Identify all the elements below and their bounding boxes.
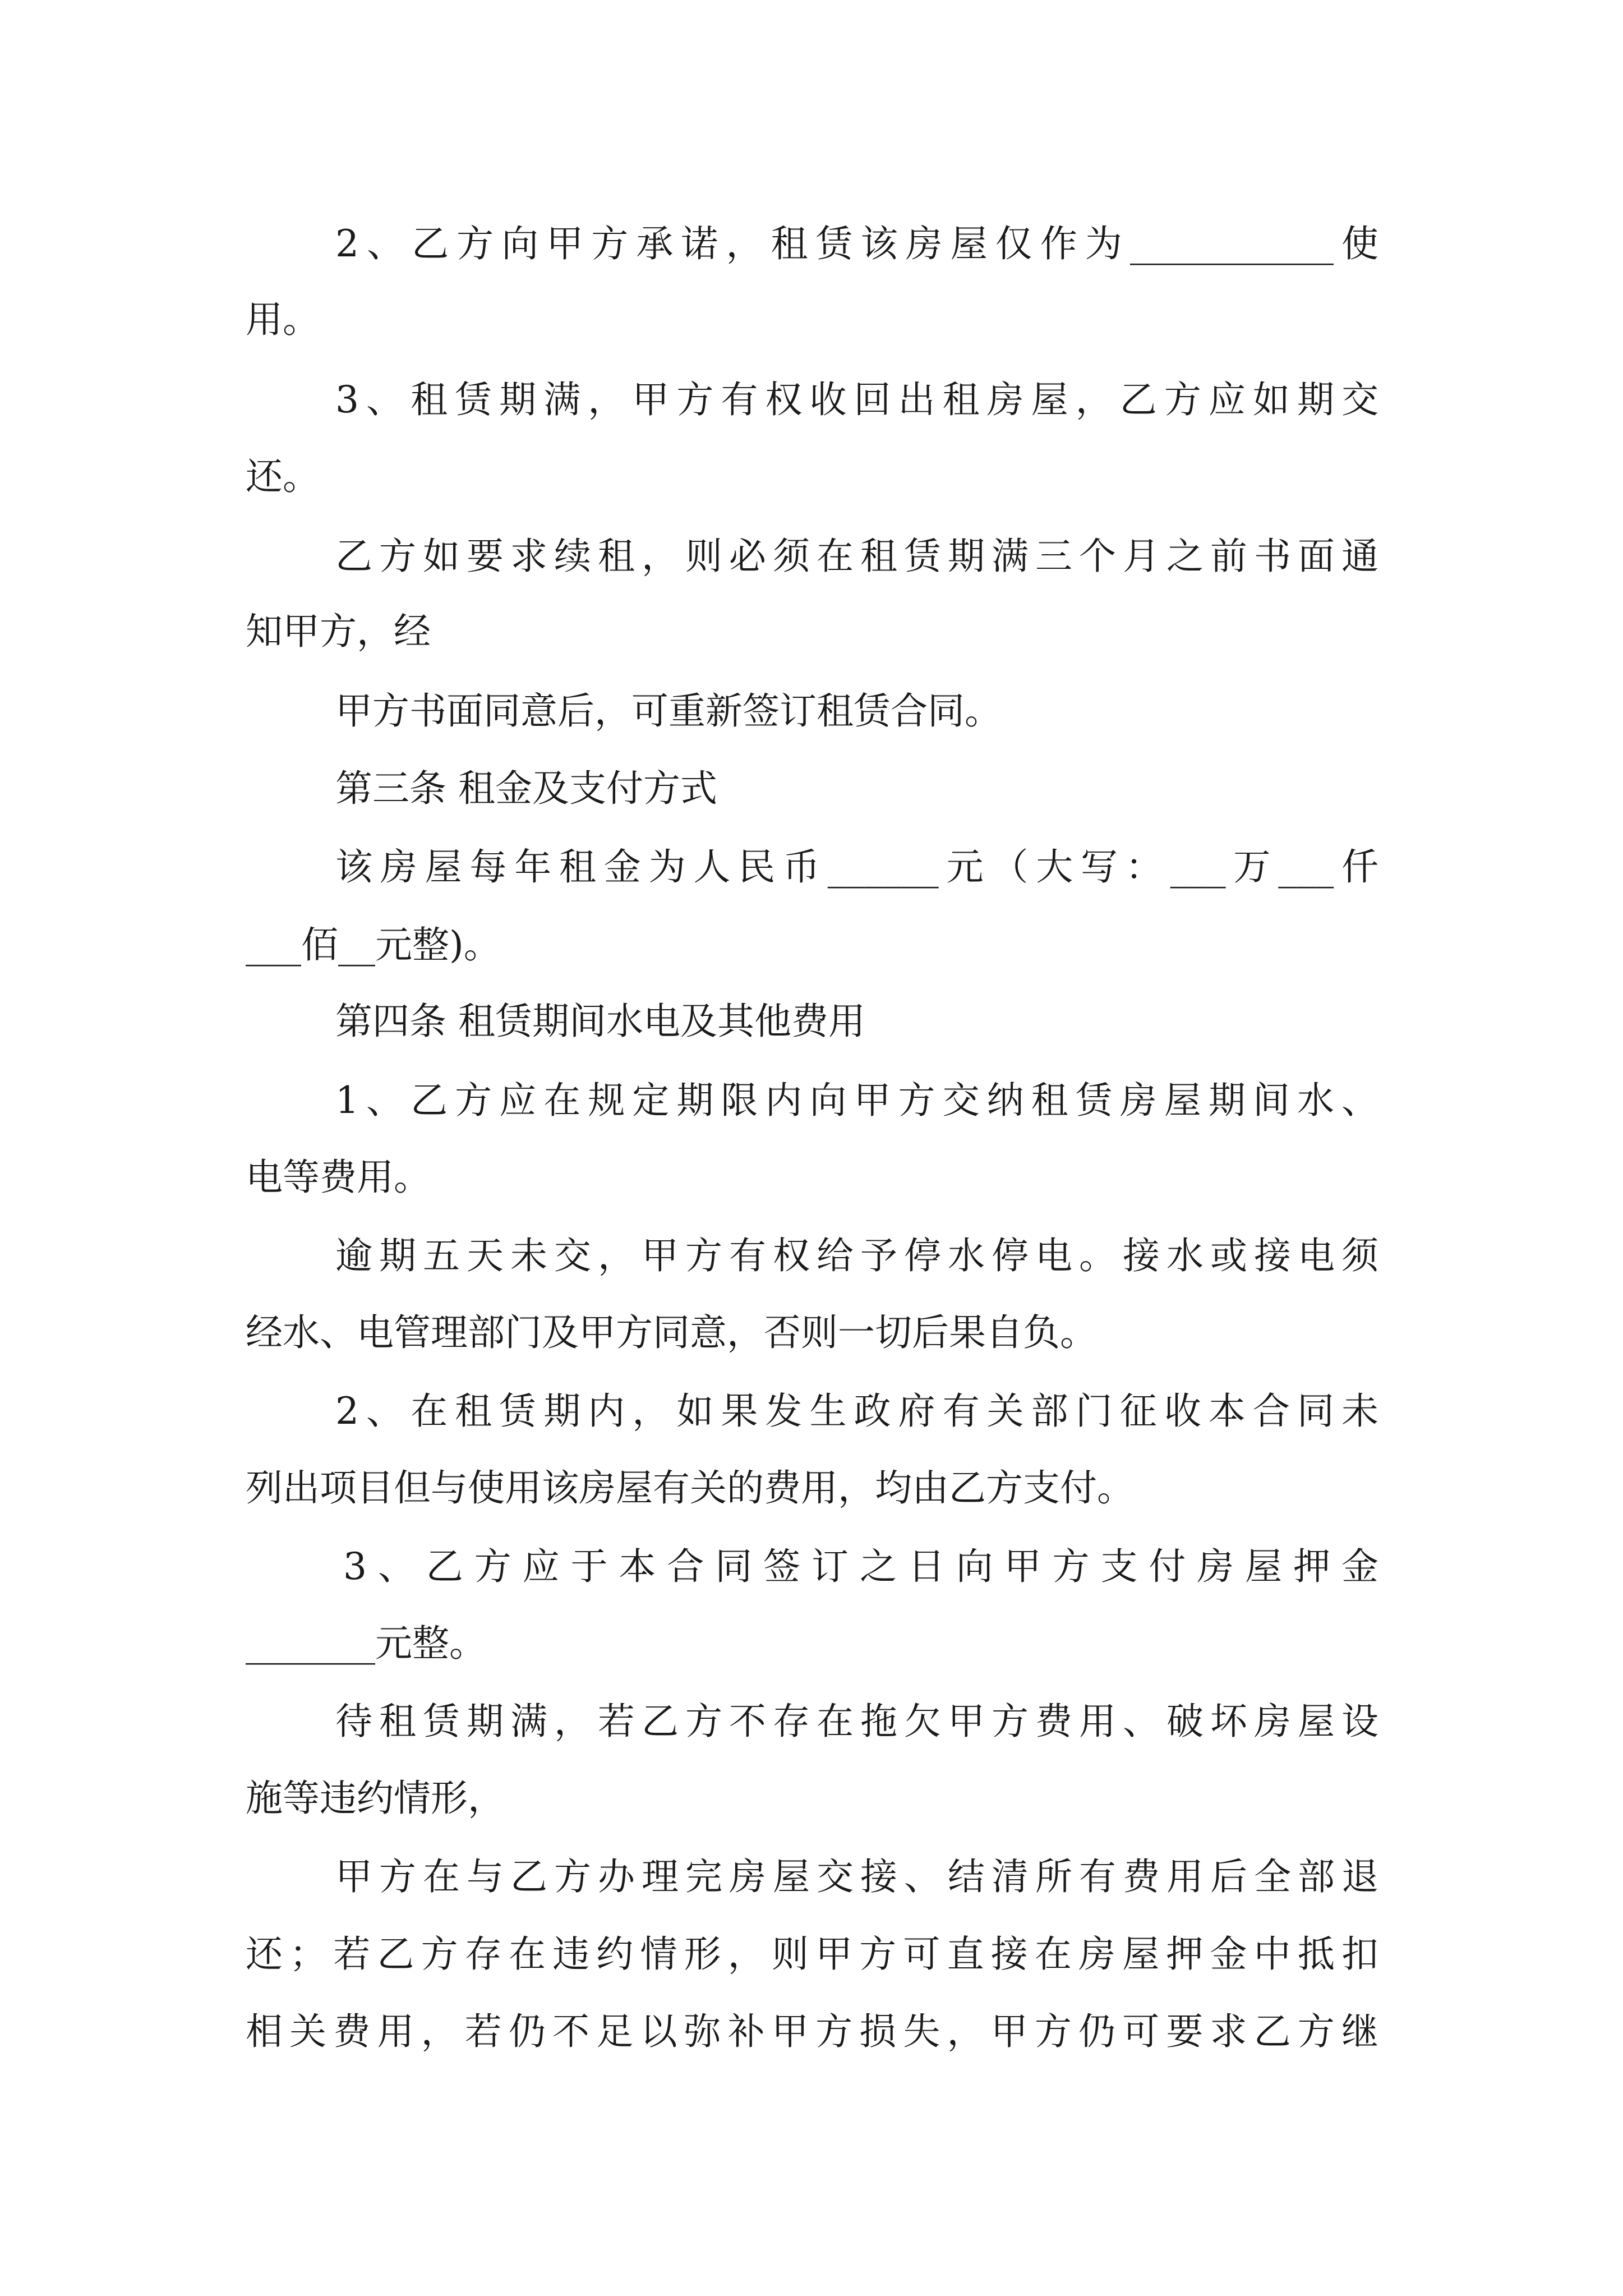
text-line: 还；若乙方存在违约情形，则甲方可直接在房屋押金中抵扣 <box>246 1932 1378 1976</box>
text-line: 知甲方，经 <box>246 610 431 653</box>
section-heading: 第三条 租金及支付方式 <box>335 767 717 810</box>
text-line: 甲方在与乙方办理完房屋交接、结清所有费用后全部退 <box>335 1855 1378 1898</box>
text-line: 电等费用。 <box>246 1156 431 1199</box>
text-line: 该房屋每年租金为人民币______元（大写：___万___仟 <box>335 845 1378 889</box>
text-line: 列出项目但与使用该房屋有关的费用，均由乙方支付。 <box>246 1466 1134 1510</box>
text-line: 施等违约情形， <box>246 1777 505 1820</box>
text-line: 相关费用，若仍不足以弥补甲方损失，甲方仍可要求乙方继 <box>246 2010 1378 2053</box>
text-line: 逾期五天未交，甲方有权给予停水停电。接水或接电须 <box>335 1234 1378 1277</box>
text-line: 2、乙方向甲方承诺，租赁该房屋仅作为___________使 <box>335 222 1378 265</box>
text-line: ___佰__元整)。 <box>246 923 501 967</box>
text-line: _______元整。 <box>246 1622 486 1665</box>
text-line: 甲方书面同意后，可重新签订租赁合同。 <box>335 689 1002 733</box>
section-heading: 第四条 租赁期间水电及其他费用 <box>335 1000 865 1043</box>
text-line: 1、乙方应在规定期限内向甲方交纳租赁房屋期间水、 <box>335 1079 1378 1122</box>
text-line: 3、租赁期满，甲方有权收回出租房屋，乙方应如期交 <box>335 378 1378 421</box>
text-line: 用。 <box>246 298 320 341</box>
text-line: 乙方如要求续租，则必须在租赁期满三个月之前书面通 <box>335 535 1378 578</box>
text-line: 2、在租赁期内，如果发生政府有关部门征收本合同未 <box>335 1389 1378 1433</box>
text-line: 3、乙方应于本合同签订之日向甲方支付房屋押金 <box>343 1545 1378 1588</box>
text-line: 待租赁期满，若乙方不存在拖欠甲方费用、破坏房屋设 <box>335 1700 1378 1743</box>
text-line: 还。 <box>246 455 320 498</box>
text-line: 经水、电管理部门及甲方同意，否则一切后果自负。 <box>246 1311 1097 1354</box>
